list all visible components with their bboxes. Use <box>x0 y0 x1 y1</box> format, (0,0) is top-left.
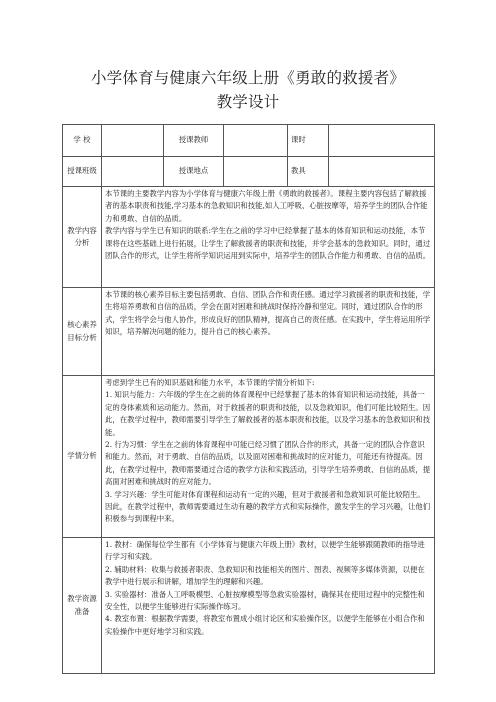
student-analysis-label: 学情分析 <box>63 376 102 538</box>
aids-label: 教具 <box>288 157 329 187</box>
resources-text <box>102 538 435 674</box>
aids-value <box>329 157 435 187</box>
class-label: 授课班级 <box>63 157 102 187</box>
core-literacy-row <box>63 288 435 376</box>
paragraph: 3. 实验器材：准备人工呼吸模型、心脏按摩模型等急救实验器材，确保其在使用过程中的完整性和安全性，以便学生能够进行实际操作练习。 <box>105 589 425 612</box>
paragraph: 考虑到学生已有的知识基础和能力水平，本节课的学情分析如下: <box>105 378 315 387</box>
content-analysis-text <box>102 187 435 288</box>
core-literacy-label: 核心素养目标分析 <box>63 288 102 376</box>
paragraph: 3. 学习兴趣：学生可能对体育课程和运动有一定的兴趣，但对于救援者和急救知识可能比较陌生。因此，在教学过程中，教师需要通过生动有趣的教学方式和实际操作，激发学生的学习兴趣，让他们积极参与到课程中来。 <box>105 489 431 524</box>
paragraph: 1. 教材：确保每位学生都有《小学体育与健康六年级上册》教材，以便学生能够跟随教师的指导进行学习和实践。 <box>105 540 425 562</box>
paragraph: 4. 教室布置：根据教学需要，将教室布置成小组讨论区和实验操作区，以便学生能够在小组合作和实验操作中更好地学习和实践。 <box>105 614 425 636</box>
document-title: 小学体育与健康六年级上册《勇敢的救援者》 <box>90 69 405 87</box>
class-value <box>102 157 164 187</box>
paragraph: 本节课的主要教学内容为小学体育与健康六年级上册《勇敢的救援者》。课程主要内容包括了解救援者的基本职责和技能,学习基本的急救知识和技能,如人工呼吸、心脏按摩等，培养学生的团队合作能力和勇敢、自信的品质。 <box>105 189 428 223</box>
location-value <box>224 157 288 187</box>
resources-label: 教学资源准备 <box>63 538 102 674</box>
lesson-plan-table <box>62 124 435 674</box>
header-row-2 <box>63 157 435 187</box>
paragraph: 1. 知识与能力：六年级的学生在之前的体育课程中已经掌握了基本的体育知识和运动技能，具备一定的身体素质和运动能力。然而，对于救援者的职责和技能，以及急救知识，他们可能比较陌生。因此，在教学过程中，教师需要引导学生了解救援者的基本职责和技能，以及学习基本的急救知识和技能。 <box>105 390 431 437</box>
teacher-label: 授课教师 <box>164 125 224 157</box>
paragraph: 2. 辅助材料：收集与救援者职责、急救知识和技能相关的图片、图表、视频等多媒体资源，以便在教学中进行展示和讲解，增加学生的理解和兴趣。 <box>105 564 425 587</box>
resources-row <box>63 538 435 674</box>
student-analysis-text <box>102 376 435 538</box>
teacher-value <box>224 125 288 157</box>
location-label: 授课地点 <box>164 157 224 187</box>
content-analysis-label: 教学内容分析 <box>63 187 102 288</box>
header-row-1 <box>63 125 435 157</box>
core-literacy-text <box>102 288 435 376</box>
school-label: 学 校 <box>63 125 102 157</box>
document-subtitle: 教学设计 <box>216 93 280 111</box>
paragraph: 教学内容与学生已有知识的联系:学生在之前的学习中已经掌握了基本的体育知识和运动技能，本节课将在这些基础上进行拓展，让学生了解救援者的职责和技能，并学会基本的急救知识。同时，通过团队合作的形式，让学生将所学知识运用到实际中，培养学生的团队合作能力和勇敢、自信的品质。 <box>105 226 431 261</box>
paragraph: 2. 行为习惯：学生在之前的体育课程中可能已经习惯了团队合作的形式，具备一定的团队合作意识和能力。然而，对于勇敢、自信的品质，以及面对困难和挑战时的应对能力，可能还有待提高。因此，在教学过程中，教师需要通过合适的教学方法和实践活动，引导学生培养勇敢、自信的品质，提高面对困难和挑战时的应对能力。 <box>105 440 431 487</box>
lesson-time-label: 课时 <box>288 125 329 157</box>
school-value <box>102 125 164 157</box>
lesson-time-value <box>329 125 435 157</box>
paragraph: 本节课的核心素养目标主要包括勇敢、自信、团队合作和责任感。通过学习救援者的职责和技能，学生将培养勇敢和自信的品质，学会在面对困难和挑战时保持冷静和坚定。同时，通过团队合作的形式，学生将学会与他人协作，形成良好的团队精神，提高自己的责任感。在实践中，学生将运用所学知识，培养解决问题的能力，提升自己的核心素养。 <box>105 290 431 337</box>
content-analysis-row <box>63 187 435 288</box>
student-analysis-row <box>63 376 435 538</box>
